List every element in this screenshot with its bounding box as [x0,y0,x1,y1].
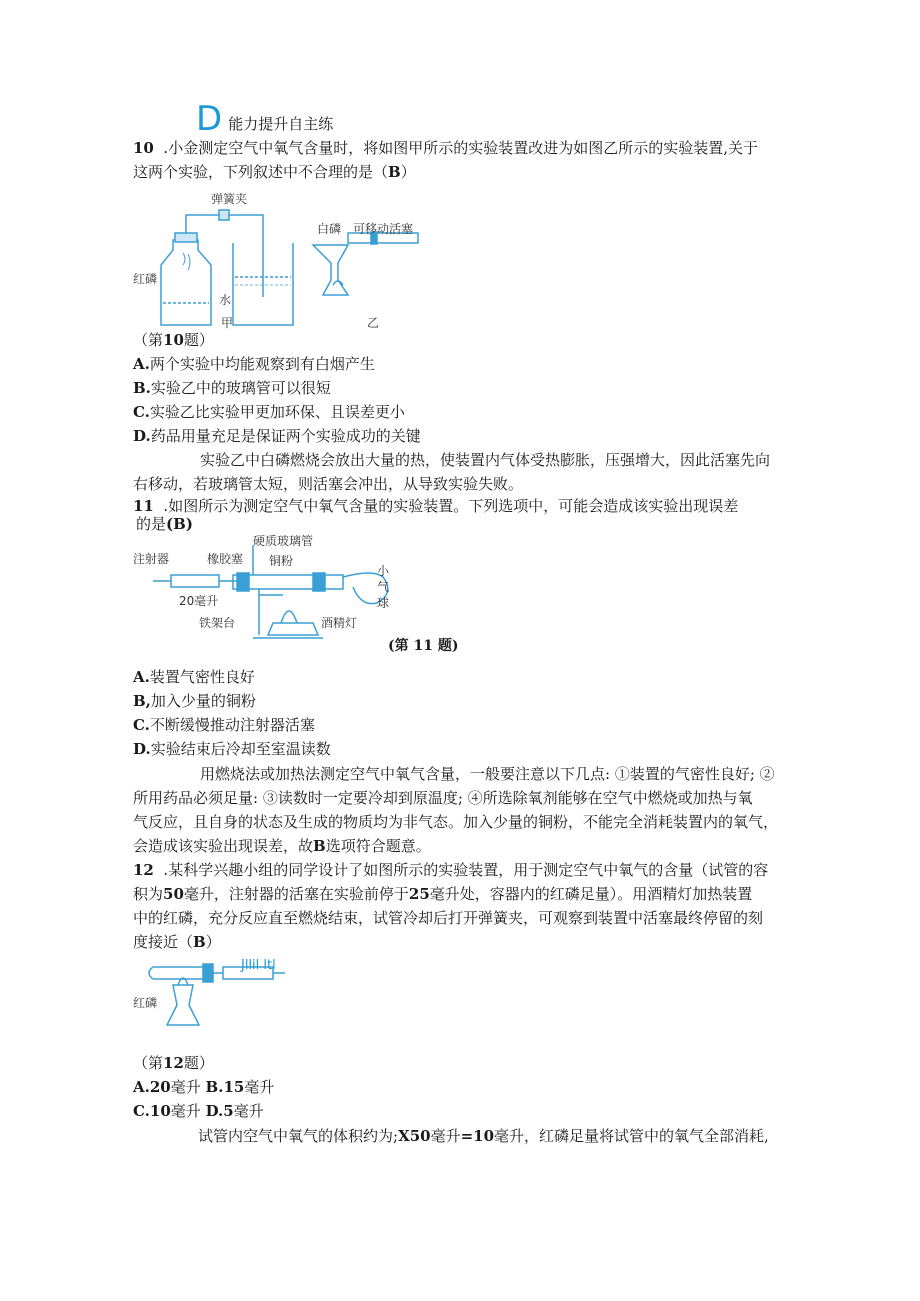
q12-stem-line3: 中的红磷，充分反应直至燃烧结束，试管冷却后打开弹簧夹，可观察到装置中活塞最终停留的刻 [133,909,764,927]
q11-label-balloon1: 小 [377,564,390,578]
q10-explain-line2: 右移动，若玻璃管太短，则活塞会冲出，从导致实验失败。 [133,475,524,493]
q11-explain-line1: 用燃烧法或加热法测定空气中氧气含量，一般要注意以下几点: ①装置的气密性良好; ② [200,765,775,783]
q11-stem-line2: 的是(B) [136,515,193,533]
q10-option-c: C.实验乙比实验甲更加环保、且误差更小 [133,403,405,421]
q10-label-redp: 红磷 [133,272,158,286]
q12-caption: （第12题） [133,1054,214,1072]
q11-stem-line1: 11 .如图所示为测定空气中氧气含量的实验装置。下列选项中，可能会造成该实验出现误差 [133,497,739,515]
q11-label-ml: 20毫升 [179,594,219,608]
q11-label-balloon2: 气 [377,580,390,594]
q11-syringe [171,575,219,587]
q10-lamp-yi [313,245,348,295]
q12-stem-line2: 积为50毫升，注射器的活塞在实验前停于25毫升处，容器内的红磷足量）。用酒精灯加热装置 [133,885,753,903]
q11-number: 11 [133,497,154,515]
q12-explain: 试管内空气中氧气的体积约为;X50毫升=10毫升，红磷足量将试管中的氧气全部消耗, [198,1127,769,1145]
section-letter: D [196,99,223,139]
q10-label-yi: 乙 [367,316,380,330]
q11-label-copper: 铜粉 [269,554,294,568]
q12-stopper [203,964,213,982]
q10-label-water: 水 [219,293,232,307]
q10-explain-line1: 实验乙中白磷燃烧会放出大量的热，使装置内气体受热膨胀，压强增大，因此活塞先向 [200,451,771,469]
q12-figure [133,955,313,1030]
q10-stopper [175,233,197,242]
q11-label-stand: 铁架台 [199,616,236,630]
q11-option-c: C.不断缓慢推动注射器活塞 [133,716,315,734]
q10-stem-line1: 10 .小金测定空气中氧气含量时，将如图甲所示的实验装置改进为如图乙所示的实验装置,关于 [133,139,758,157]
q10-figure [133,185,433,335]
q10-option-b: B.实验乙中的玻璃管可以很短 [133,379,331,397]
q11-caption: (第 11 题) [388,638,459,654]
q11-label-tube: 硬质玻璃管 [253,534,314,548]
q10-label-piston: 可移动活塞 [353,222,414,236]
q10-option-a: A.两个实验中均能观察到有白烟产生 [133,355,375,373]
q10-caption: （第10题） [133,331,214,349]
q11-option-a: A.装置气密性良好 [133,668,255,686]
q12-number: 12 [133,861,154,879]
q12-options-line2: C.10毫升 D.5毫升 [133,1102,264,1120]
q11-option-b: B,加入少量的铜粉 [133,692,256,710]
section-header [196,99,334,139]
q10-option-d: D.药品用量充足是保证两个实验成功的关键 [133,427,421,445]
q10-flask [161,240,211,325]
q11-label-lamp: 酒精灯 [321,616,358,630]
q10-answer: B [388,163,401,181]
q12-stem-line1: 12 .某科学兴趣小组的同学设计了如图所示的实验装置，用于测定空气中氧气的含量（试管的容 [133,861,769,879]
q12-options-line1: A.20毫升 B.15毫升 [133,1078,275,1096]
q11-rubber [237,573,249,591]
q12-lamp [167,985,199,1025]
q11-explain-line3: 气反应，且自身的状态及生成的物质均为非气态。加入少量的铜粉，不能完全消耗装置内的氧气， [133,813,779,831]
q12-scale: Jllil ltl [241,958,276,973]
q12-stem-line4: 度接近（B） [133,933,221,951]
q11-option-d: D.实验结束后冷却至室温读数 [133,740,331,758]
q10-stem-line2: 这两个实验，下列叙述中不合理的是（B） [133,163,416,181]
q11-label-syringe: 注射器 [133,552,170,566]
q11-answer: B [173,515,186,533]
q10-label-clip: 弹簧夹 [211,192,248,206]
q11-lamp [268,623,318,635]
q12-answer: B [193,933,206,951]
q11-label-balloon3: 球 [377,596,390,610]
section-title: 能力提升自主练 [228,115,334,133]
q12-label-redp: 红磷 [133,996,158,1010]
q11-explain-line4: 会造成该实验出现误差，故B选项符合题意。 [133,837,431,855]
q10-clip [219,210,229,220]
q11-label-rubber: 橡胶塞 [207,552,244,566]
q10-number: 10 [133,139,154,157]
q10-label-whitep: 白磷 [317,222,342,236]
q12-test-tube [149,967,203,979]
q11-explain-line2: 所用药品必须足量: ③读数时一定要冷却到原温度; ④所选除氧剂能够在空气中燃烧或加热与氧 [133,789,753,807]
q10-label-jia: 甲 [221,316,234,330]
